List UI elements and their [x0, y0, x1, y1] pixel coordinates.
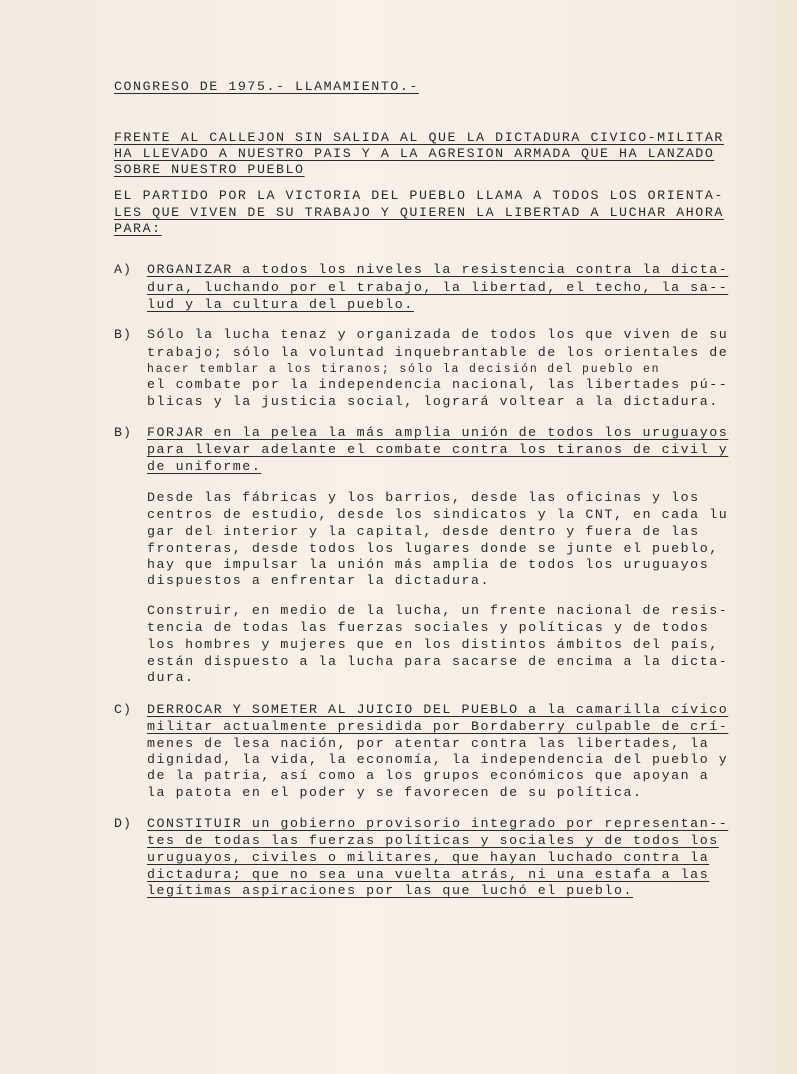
paper-edge-shading: [737, 0, 797, 1074]
section-b2-para1-line-6: dispuestos a enfrentar la dictadura.: [147, 573, 491, 588]
section-d-line-4: dictadura; que no sea una vuelta atrás, ni una estafa a las: [147, 867, 710, 882]
section-b2-para2-line-2: tencia de todas las fuerzas sociales y políticas y de todos: [147, 620, 710, 635]
section-c-line-1: DERROCAR Y SOMETER AL JUICIO DEL PUEBLO a la camarilla cívico: [147, 702, 729, 717]
section-b2-para2-line-3: los hombres y mujeres que en los distintos ámbitos del país,: [147, 637, 719, 652]
section-b2-line-3: de uniforme.: [147, 459, 262, 474]
section-b2-line-2: para llevar adelante el combate contra los tiranos de civil y: [147, 442, 729, 457]
section-b2-label: B): [114, 425, 132, 440]
intro-line-1: FRENTE AL CALLEJON SIN SALIDA AL QUE LA DICTADURA CIVICO-MILITAR: [114, 130, 724, 145]
section-b2-para1-line-4: fronteras, desde todos los lugares donde se junte el pueblo,: [147, 541, 719, 556]
section-c-line-4: dignidad, la vida, la economía, la independencia del pueblo y: [147, 752, 729, 767]
section-b2-para1-line-1: Desde las fábricas y los barrios, desde las oficinas y los: [147, 490, 700, 505]
document-title: CONGRESO DE 1975.- LLAMAMIENTO.-: [114, 79, 419, 94]
section-a-label: A): [114, 262, 132, 277]
section-b1-line-3: hacer temblar a los tiranos; sólo la decisión del pueblo en: [147, 363, 661, 376]
section-d-line-1: CONSTITUIR un gobierno provisorio integrado por representan--: [147, 816, 729, 831]
section-d-label: D): [114, 816, 132, 831]
section-c-line-5: de la patria, así como a los grupos económicos que apoyan a: [147, 768, 710, 783]
section-b2-para2-line-1: Construir, en medio de la lucha, un frente nacional de resis-: [147, 603, 729, 618]
section-b2-para1-line-2: centros de estudio, desde los sindicatos y la CNT, en cada lu: [147, 507, 729, 522]
section-b2-para1-line-5: hay que impulsar la unión más amplia de todos los uruguayos: [147, 557, 710, 572]
intro-line-2: HA LLEVADO A NUESTRO PAIS Y A LA AGRESION ARMADA QUE HA LANZADO: [114, 146, 715, 161]
section-b1-line-5: blicas y la justicia social, logrará voltear a la dictadura.: [147, 394, 719, 409]
section-b1-line-2: trabajo; sólo la voluntad inquebrantable de los orientales de: [147, 345, 729, 360]
section-a-line-1: ORGANIZAR a todos los niveles la resistencia contra la dicta-: [147, 262, 729, 277]
section-b1-label: B): [114, 327, 132, 342]
section-d-line-3: uruguayos, civiles o militares, que hayan luchado contra la: [147, 850, 710, 865]
section-d-line-2: tes de todas las fuerzas políticas y sociales y de todos los: [147, 833, 719, 848]
section-b1-line-4: el combate por la independencia nacional, las libertades pú--: [147, 377, 729, 392]
section-a-line-2: dura, luchando por el trabajo, la libertad, el techo, la sa--: [147, 280, 729, 295]
call-line-3: PARA:: [114, 221, 162, 236]
section-c-line-2: militar actualmente presidida por Bordaberry culpable de crí-: [147, 719, 729, 734]
section-c-label: C): [114, 702, 132, 717]
intro-line-3: SOBRE NUESTRO PUEBLO: [114, 162, 305, 177]
section-b2-para2-line-5: dura.: [147, 670, 195, 685]
section-b2-para2-line-4: están dispuesto a la lucha para sacarse de encima a la dicta-: [147, 654, 729, 669]
section-b2-line-1: FORJAR en la pelea la más amplia unión de todos los uruguayos: [147, 425, 729, 440]
section-b2-para1-line-3: gar del interior y la capital, desde dentro y fuera de las: [147, 524, 700, 539]
section-a-line-3: lud y la cultura del pueblo.: [147, 297, 414, 312]
section-c-line-6: la patota en el poder y se favorecen de su política.: [147, 785, 643, 800]
section-b1-line-1: Sólo la lucha tenaz y organizada de todos los que viven de su: [147, 327, 729, 342]
call-line-2: LES QUE VIVEN DE SU TRABAJO Y QUIEREN LA LIBERTAD A LUCHAR AHORA: [114, 205, 724, 220]
section-d-line-5: legítimas aspiraciones por las que luchó el pueblo.: [147, 883, 634, 898]
section-c-line-3: menes de lesa nación, por atentar contra las libertades, la: [147, 736, 710, 751]
call-line-1: EL PARTIDO POR LA VICTORIA DEL PUEBLO LLAMA A TODOS LOS ORIENTA-: [114, 188, 724, 203]
